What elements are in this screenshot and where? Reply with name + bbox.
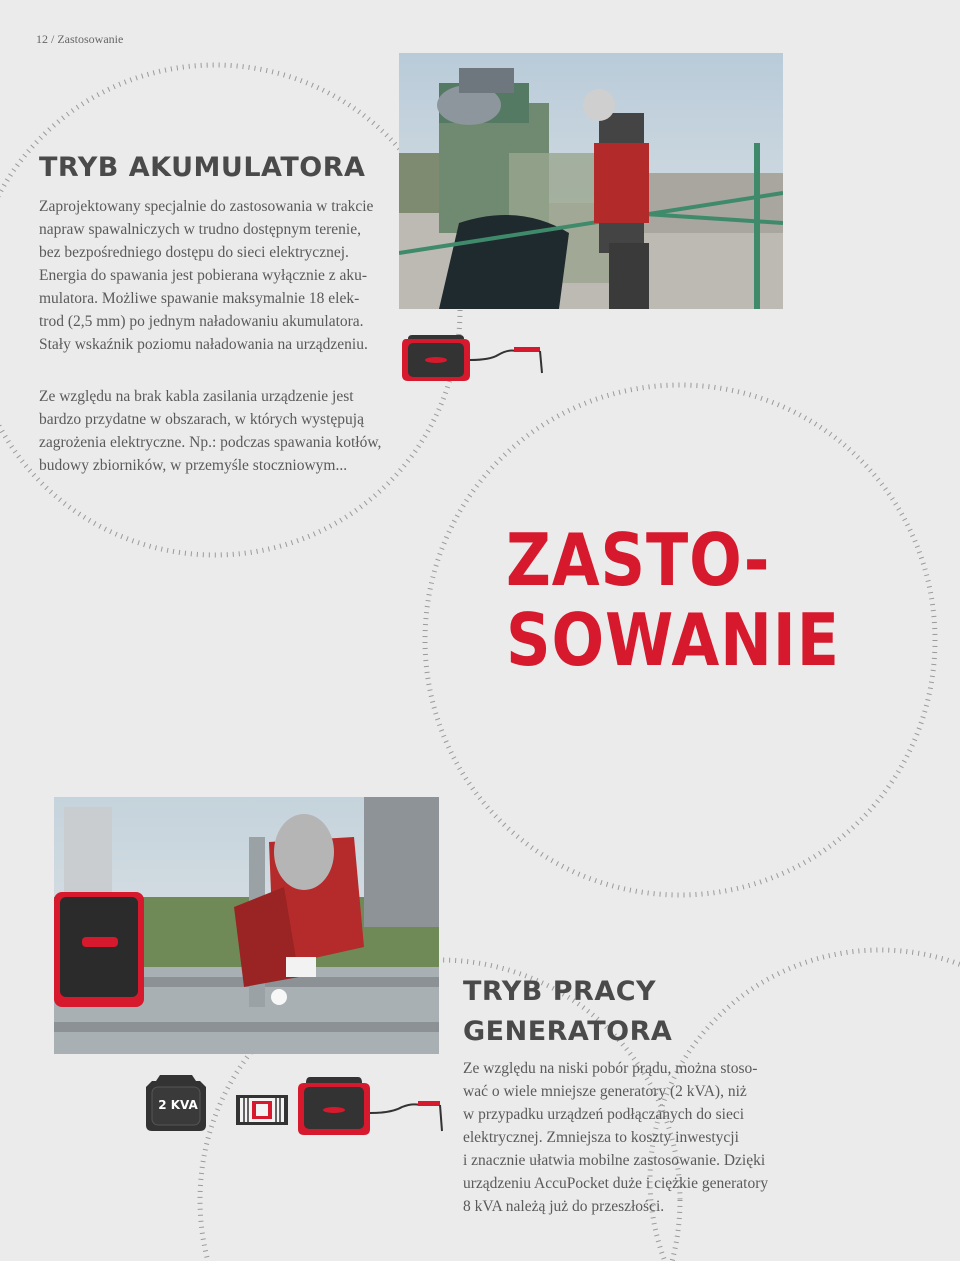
section-name: Zastosowanie xyxy=(57,32,124,46)
text-line: budowy zbiorników, w przemyśle stoczniowym... xyxy=(39,457,348,474)
text-line: napraw spawalniczych w trudno dostępnym terenie, xyxy=(39,221,361,238)
welder-industrial-photo xyxy=(399,53,783,309)
text-line: i znacznie ułatwia mobilne zastosowanie. Dzięki xyxy=(463,1152,766,1169)
text-line: Zaprojektowany specjalnie do zastosowania w trakcie xyxy=(39,198,374,215)
text-line: w przypadku urządzeń podłączanych do sieci xyxy=(463,1106,745,1123)
text-line: wać o wiele mniejsze generatory (2 kVA), niż xyxy=(463,1083,747,1100)
battery-paragraph-2 xyxy=(39,385,381,477)
generator-title-line-1: TRYB PRACY xyxy=(463,976,657,1007)
generator-title-line-2: GENERATORA xyxy=(463,1016,673,1047)
text-line: elektrycznej. Zmniejsza to koszty inwestycji xyxy=(463,1129,739,1146)
page-number: 12 xyxy=(36,32,48,46)
text-line: mulatora. Możliwe spawanie maksymalnie 18 elek- xyxy=(39,290,360,307)
hero-title-line-2: SOWANIE xyxy=(506,598,840,682)
battery-mode-title: TRYB AKUMULATORA xyxy=(39,152,366,183)
generator-kva-badge: 2 KVA xyxy=(158,1098,198,1112)
header-separator: / xyxy=(51,32,55,46)
generator-paragraph xyxy=(463,1057,768,1218)
generator-mode-title xyxy=(463,972,672,1052)
text-line: 8 kVA należą już do przeszłości. xyxy=(463,1198,665,1215)
hero-title xyxy=(506,520,840,680)
welder-helmet-photo xyxy=(54,797,439,1054)
text-line: Stały wskaźnik poziomu naładowania na urządzeniu. xyxy=(39,336,368,353)
text-line: trod (2,5 mm) po jednym naładowaniu akumulatora. xyxy=(39,313,364,330)
hero-title-line-1: ZASTO- xyxy=(506,518,771,602)
text-line: Ze względu na brak kabla zasilania urządzenie jest xyxy=(39,388,354,405)
battery-paragraph-1 xyxy=(39,195,373,356)
page-header xyxy=(36,32,123,47)
text-line: zagrożenia elektryczne. Np.: podczas spawania kotłów, xyxy=(39,434,382,451)
text-line: bez bezpośredniego dostępu do sieci elektrycznej. xyxy=(39,244,349,261)
text-line: bardzo przydatne w obszarach, w których występują xyxy=(39,411,364,428)
text-line: Energia do spawania jest pobierana wyłącznie z aku- xyxy=(39,267,368,284)
power-supply-icon xyxy=(236,1095,288,1125)
text-line: Ze względu na niski pobór prądu, można stoso- xyxy=(463,1060,758,1077)
battery-welder-device-icon xyxy=(398,325,548,385)
text-line: urządzeniu AccuPocket duże i ciężkie generatory xyxy=(463,1175,769,1192)
welder-device-icon xyxy=(298,1077,442,1135)
